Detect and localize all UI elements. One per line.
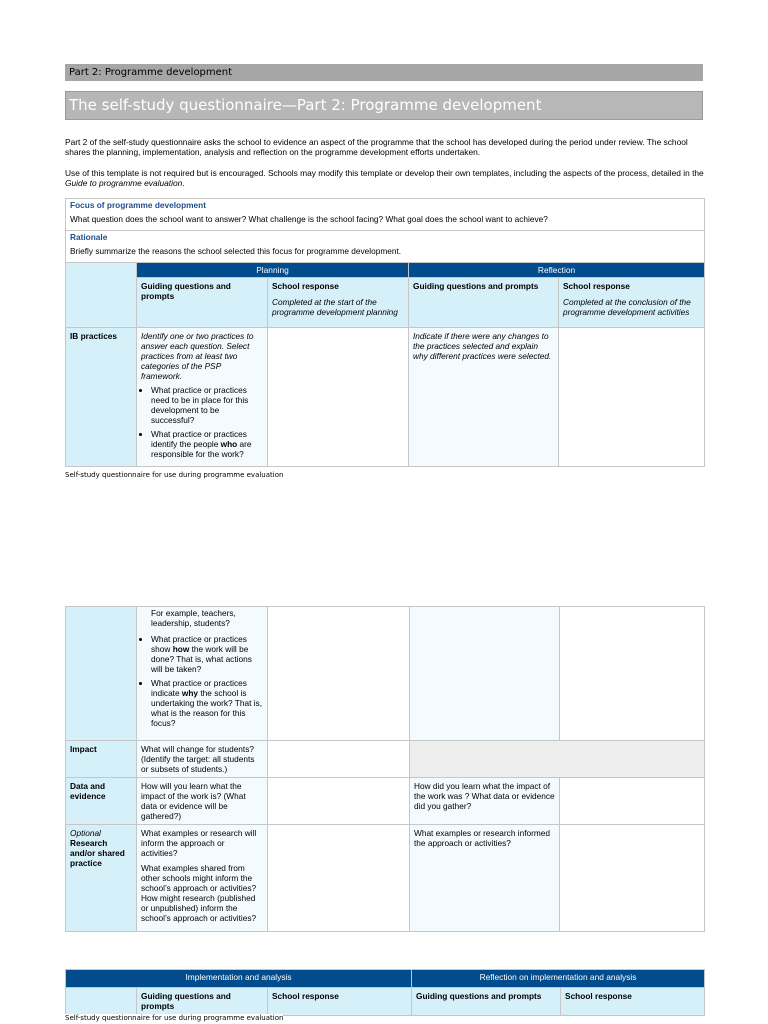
- ib-reflection-prompt: Indicate if there were any changes to the practices selected and explain why different practices were selected.: [409, 328, 559, 467]
- data-evidence-reflection-response[interactable]: [560, 778, 705, 825]
- research-response[interactable]: [268, 825, 410, 932]
- corner-cell: [66, 263, 137, 328]
- response-header-reflection: [559, 278, 705, 328]
- implementation-header: Implementation and analysis: [66, 970, 412, 988]
- implementation-table: [65, 969, 705, 1016]
- list-item: • What practice or practices indicate why the school is undertaking the work? That is, what is the reason for this focus?: [151, 678, 263, 728]
- list-item: • What practice or practices need to be in place for this development to be successful?: [151, 385, 263, 425]
- continued-table: [65, 606, 705, 932]
- research-question: [137, 825, 268, 932]
- ib-practices-prompt-cont: [137, 607, 268, 741]
- page-title: The self-study questionnaire—Part 2: Programme development: [65, 91, 703, 120]
- list-item: • What practice or practices show how the work will be done? That is, what actions will be taken?: [151, 634, 263, 674]
- response-label: School response: [272, 281, 339, 291]
- rationale-text: Briefly summarize the reasons the school selected this focus for programme development.: [70, 246, 402, 256]
- research-reflection-response[interactable]: [560, 825, 705, 932]
- research-label: Research and/or shared practice: [70, 838, 125, 868]
- ib-practices-prompt: [137, 328, 268, 467]
- ib-reflection-response-cont[interactable]: [560, 607, 705, 741]
- research-label-cell: [66, 825, 137, 932]
- guiding-header-planning: Guiding questions and prompts: [137, 278, 268, 328]
- ib-planning-response[interactable]: [268, 328, 409, 467]
- ib-planning-response-cont[interactable]: [268, 607, 410, 741]
- planning-reflection-table: [65, 198, 705, 467]
- focus-text: What question does the school want to answer? What challenge is the school facing? What goal does the school want to achieve?: [70, 214, 548, 224]
- reflection-note: Completed at the conclusion of the programme development activities: [563, 297, 691, 317]
- response-header-planning: [268, 278, 409, 328]
- corner-cell: [66, 988, 137, 1016]
- rationale-cell: [66, 231, 705, 263]
- ib-reflection-prompt-cont: [410, 607, 560, 741]
- response-header-implementation: School response: [268, 988, 412, 1016]
- guiding-header-implementation: Guiding questions and prompts: [137, 988, 268, 1016]
- guiding-header-reflection: Guiding questions and prompts: [409, 278, 559, 328]
- intro-paragraph-1: Part 2 of the self-study questionnaire asks the school to evidence an aspect of the programme that the school has developed during the period under review. The school shares the planning, implementation, analysis and reflection on the programme development efforts undertaken.: [65, 137, 688, 158]
- research-reflection-prompt: What examples or research informed the approach or activities?: [410, 825, 560, 932]
- reflection-header: Reflection: [409, 263, 705, 278]
- impact-reflection-disabled: [410, 741, 705, 778]
- impact-label: Impact: [66, 741, 137, 778]
- planning-header: Planning: [137, 263, 409, 278]
- data-evidence-question: How will you learn what the impact of the work is? (What data or evidence will be gathered?): [137, 778, 268, 825]
- research-question-1: What examples or research will inform the approach or activities?: [141, 828, 257, 858]
- data-evidence-label: Data and evidence: [66, 778, 137, 825]
- data-evidence-reflection-prompt: How did you learn what the impact of the work was ? What data or evidence did you gather?: [410, 778, 560, 825]
- part-label-bar: Part 2: Programme development: [65, 64, 703, 81]
- reflection-implementation-header: Reflection on implementation and analysis: [412, 970, 705, 988]
- ib-practices-label-cont: [66, 607, 137, 741]
- impact-question: What will change for students? (Identify the target: all students or subsets of students.): [137, 741, 268, 778]
- list-item-continued: For example, teachers, leadership, students?: [151, 608, 236, 628]
- response-label: School response: [563, 281, 630, 291]
- impact-response[interactable]: [268, 741, 410, 778]
- guiding-header-reflection-impl: Guiding questions and prompts: [412, 988, 561, 1016]
- intro-paragraph-2: Use of this template is not required but is encouraged. Schools may modify this template or develop their own templates, including the aspects of the process, detailed in the Guide to programme evaluation.: [65, 168, 704, 189]
- ib-reflection-response[interactable]: [559, 328, 705, 467]
- research-question-2: What examples shared from other schools might inform the school’s approach or activities? How might research (published or unpublished) inform the school’s approach or activities?: [141, 863, 257, 923]
- response-header-reflection-impl: School response: [561, 988, 705, 1016]
- ib-instructions: Identify one or two practices to answer each question. Select practices from at least two categories of the PSP framework.: [141, 331, 254, 381]
- data-evidence-response[interactable]: [268, 778, 410, 825]
- ib-practices-label: IB practices: [66, 328, 137, 467]
- focus-label: Focus of programme development: [70, 200, 206, 210]
- rationale-label: Rationale: [70, 232, 108, 242]
- page-footer: Self-study questionnaire for use during programme evaluation: [65, 471, 284, 479]
- optional-label: Optional: [70, 828, 101, 838]
- list-item: • What practice or practices identify the people who are responsible for the work?: [151, 429, 263, 459]
- page-footer: Self-study questionnaire for use during programme evaluation: [65, 1014, 284, 1022]
- planning-note: Completed at the start of the programme development planning: [272, 297, 398, 317]
- guide-title: Guide to programme evaluation: [65, 178, 183, 189]
- focus-cell: [66, 199, 705, 231]
